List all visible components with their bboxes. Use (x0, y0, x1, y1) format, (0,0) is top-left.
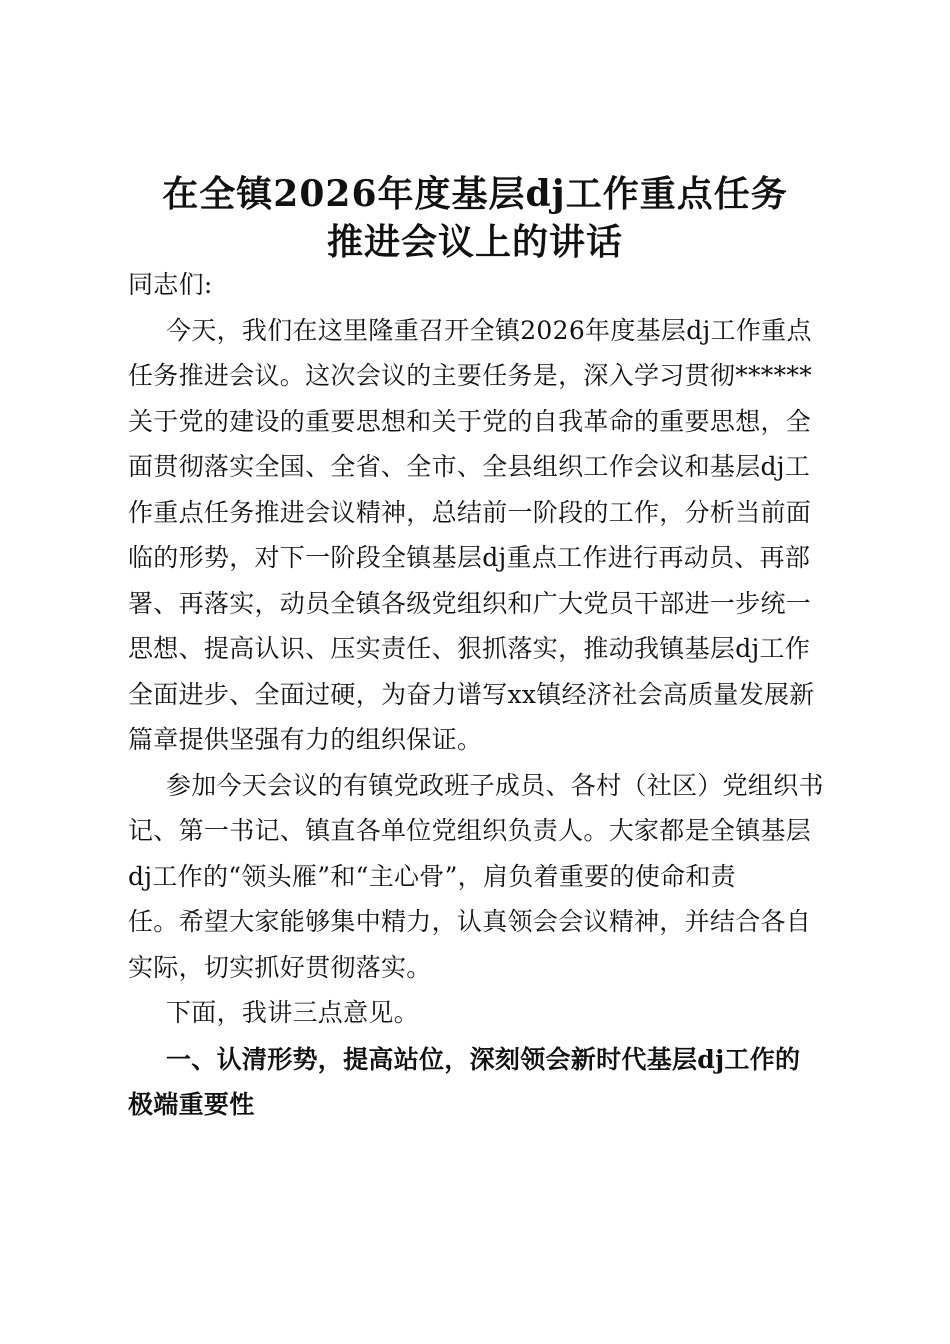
paragraph-line: 署、再落实，动员全镇各级党组织和广大党员干部进一步统一 (128, 588, 812, 618)
paragraph-opening (128, 308, 828, 763)
paragraph-line: 任。希望大家能够集中精力，认真领会会议精神，并结合各自 (128, 907, 812, 936)
paragraph-line: 临的形势，对下一阶段全镇基层dj重点工作进行再动员、再部 (128, 543, 811, 572)
paragraph-attendees (128, 763, 828, 991)
salutation: 同志们: (128, 270, 213, 299)
section-heading-line: 极端重要性 (128, 1090, 255, 1119)
paragraph-line: dj工作的“领头雁”和“主心骨”，肩负着重要的使命和责 (128, 861, 736, 891)
paragraph-line: 全面进步、全面过硬，为奋力谱写xx镇经济社会高质量发展新 (128, 679, 815, 709)
document-title-line-1: 在全镇2026年度基层dj工作重点任务 (162, 173, 788, 215)
section-heading-line: 一、认清形势，提高站位，深刻领会新时代基层dj工作的 (166, 1044, 801, 1074)
paragraph-line: 今天，我们在这里隆重召开全镇2026年度基层dj工作重点 (166, 315, 812, 345)
paragraph-line: 记、第一书记、镇直各单位党组织负责人。大家都是全镇基层 (128, 816, 812, 845)
paragraph-line: 下面，我讲三点意见。 (166, 998, 420, 1027)
paragraph-line: 思想、提高认识、压实责任、狠抓落实，推动我镇基层dj工作 (128, 634, 811, 663)
document-title-line-2: 推进会议上的讲话 (326, 221, 623, 263)
paragraph-line: 面贯彻落实全国、全省、全市、全县组织工作会议和基层dj工 (128, 452, 811, 481)
paragraph-line: 篇章提供坚强有力的组织保证。 (128, 725, 483, 754)
paragraph-line: 任务推进会议。这次会议的主要任务是，深入学习贯彻****** (128, 361, 813, 390)
paragraph-line: 实际，切实抓好贯彻落实。 (128, 952, 432, 982)
paragraph-line: 参加今天会议的有镇党政班子成员、各村（社区）党组织书 (166, 770, 824, 800)
section-heading-1 (128, 1037, 828, 1128)
paragraph-transition (128, 990, 828, 1036)
paragraph-line: 关于党的建设的重要思想和关于党的自我革命的重要思想，全 (128, 406, 812, 436)
document-body (128, 262, 828, 1128)
paragraph-line: 作重点任务推进会议精神，总结前一阶段的工作，分析当前面 (128, 497, 812, 527)
